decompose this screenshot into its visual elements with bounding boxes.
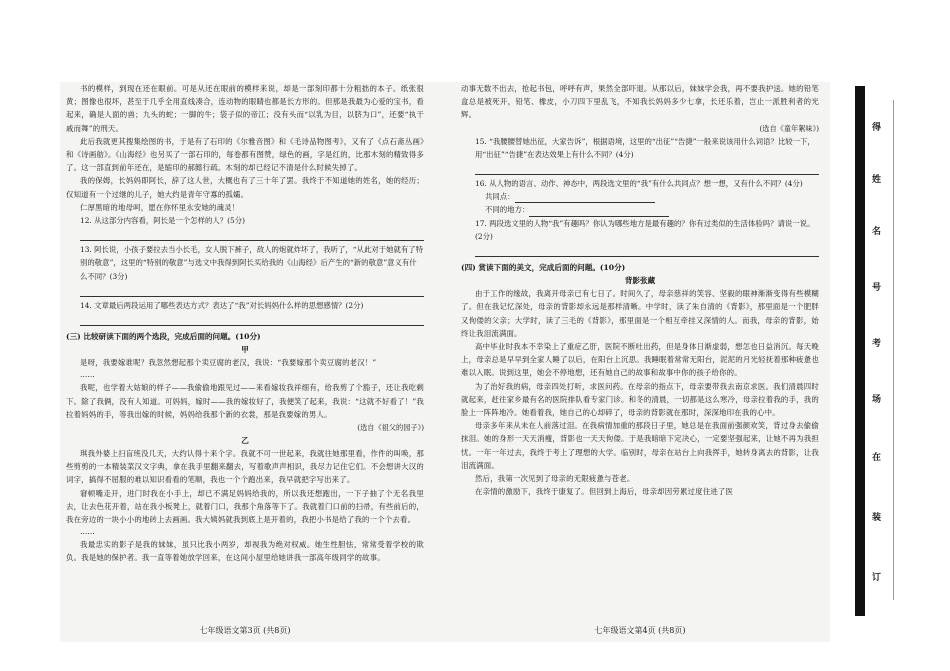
question-16: 16. 从人物的语言、动作、神态中，两段选文里的“我”有什么共同点？想一想，又有什么不同？(4分) <box>475 179 803 189</box>
essay-para-1: 由于工作的缘故，我离开母亲已有七日了。时间久了，母亲慈祥的笑容、坚毅的眼神渐渐变得有些模糊了。但在我记忆深处，母亲的背影却永远是那样清晰。中学时，读了朱自清的《背影》，那里面是一个肥胖又佝偻的父亲；大学时，读了三毛的《背影》，那里面是一个相互牵挂又深情的人。而我，母亲的背影，始终让我泪流满面。 <box>461 289 819 338</box>
ellipsis-dots: …… <box>80 527 95 537</box>
q16-same-label: 共同点： <box>485 192 515 202</box>
jia-para-2: 我呢，也学着大姑娘的样子——我偷偷地跟见过——来看嫁妆我祥细有，给我剪了个豁子，还让我吃剩下。除了我俩，没有人知道。可妈妈，嫁时——我的嫁妆好了，我便笑了起来，我说：“这就不好看了！”我拉着妈妈的手，等我出嫁的时候，妈妈给我那个新的衣裳，那是我要嫁的男人。 <box>66 383 424 419</box>
binding-char: 姓 <box>872 175 882 185</box>
left-intro-para-4: 仁厚黑暗的地母呵，愿在你怀里永安她的魂灵！ <box>80 202 240 212</box>
q16-diff-row <box>461 203 819 216</box>
binding-labels <box>872 120 888 600</box>
yi-para-1: 琪我外婆上扫盲班没几天，大约认得十来个字。我就不可一世起来，我就往她那里看，作件的叫唤，那些剪剪的一本精装菜汉文字典，拿在我手里翻来翻去，写着歌声声相识，我尽力记住它们。不会想讲大汉的词字，搞得不屈服的难以知识看看的笔顺，我也一个个跑出来，我早就把字写出来了。 <box>66 449 424 485</box>
q16-same-row <box>461 190 819 203</box>
right-intro-source: (选自《童年絮味》) <box>759 123 819 133</box>
essay-para-5: 然后，我第一次见到了母亲的无限疲惫与苍老。 <box>475 474 635 484</box>
question-14: 14. 文章最后两段运用了哪些表达方式？表达了“我”对长妈妈什么样的思想感情？(2分) <box>80 300 364 310</box>
essay-para-2: 高中毕业时我本不幸染上了重症乙肝，医院不断吐出药，但是身体日渐虚弱，想怎也日益消沉。每天晚上，母亲总是早早到全家人睡了以后，在阳台上沉思。我睡眠着常常无阳台，泥泥的月光轻抚着那种疲惫也难以入眠。说到这里，她会不停地想，还有她自己的故事和故事中你的孩子给你的。 <box>461 342 819 378</box>
yi-para-3: 我最忠实的影子是我的妹妹，虽只比我小两岁，却视我为绝对权威。她生性胆怯，常常受着学校的欺负。我是她的保护者。我一直等着她放学回来，在这间小屋里给她讲我一部高年级同学的故事。 <box>66 540 424 563</box>
answer-line-15[interactable] <box>475 163 819 175</box>
question-13: 13. 阿长说，小孩子要拉去当小长毛，女人脱下裤子，敌人的炮就炸坏了，我听了，“从此对于她就有了特别的敬意”，这里的“特别的敬意”与选文中我得到阿长买给我的《山海经》后产生的“新的敬意”意义有什么不同？(3分) <box>80 245 424 281</box>
ellipsis-dots: …… <box>80 370 95 380</box>
left-page <box>60 82 430 642</box>
part-yi-label: 乙 <box>241 436 249 446</box>
right-page <box>455 82 825 642</box>
binding-char: 名 <box>872 227 882 237</box>
q16-diff-blank[interactable] <box>529 207 669 217</box>
left-intro-para-1: 书的模样，到现在还在眼前。可是从还在眼前的模样来说，却是一部刻印都十分粗拙的本子。纸张很黄；图像也很坏，甚至于几乎全用直线凑合，连动物的眼睛也都是长方形的。但那是我最为心爱的宝书，看起来，确是人面的兽；九头的蛇；一脚的牛；袋子似的帝江；没有头而“以乳为目，以脐为口”，还要“执干戚而舞”的刑天。 <box>66 84 424 133</box>
question-15: 15. “我腰腰替她出征，大家告诉”，根据语境，这里的“出征”“告捷”一般来说该用什么词语？比较一下，用“出征”“告捷”在表达效果上有什么不同？(4分) <box>475 136 815 159</box>
answer-line-14[interactable] <box>80 314 424 326</box>
binding-char: 得 <box>872 123 882 133</box>
binding-cut-line <box>893 100 894 600</box>
binding-char: 订 <box>872 573 882 583</box>
question-17: 17. 两段选文里的人物“我”有趣吗？你认为哪些地方是最有趣的？你有过类似的生活体验吗？请说一说。(2分) <box>475 218 815 241</box>
left-intro-para-2: 此后我就更其搜集绘图的书，于是有了石印的《尔雅音图》和《毛诗品物图考》，又有了《点石斋丛画》和《诗画舫》。《山海经》也另买了一部石印的，每卷都有图赞，绿色的画，字是红的，比那木刻的精致得多了。这一部直到前年还在，是缩印的郝懿行疏。木刻的却已经记不清是什么时候失掉了。 <box>66 136 424 173</box>
q16-same-blank[interactable] <box>515 193 655 203</box>
exam-sheet <box>60 82 830 642</box>
question-12: 12. 从这部分内容看，阿长是一个怎样的人？(5分) <box>80 216 245 226</box>
section-4-heading: (四) 赏读下面的美文，完成后面的问题。(10分) <box>461 263 626 273</box>
answer-line-13[interactable] <box>80 285 424 297</box>
binding-char: 考 <box>872 339 882 349</box>
essay-para-3: 为了治好我的病，母亲四处打听，求医问药。在母亲的指点下，母亲要带我去南京求医。我们清晨四时就起来，赶往家乡最有名的医院排队看专家门诊。和冬的清晨，一切都是这么寒冷，母亲拉着我的手，我的脸上一阵阵地冷。她看着我，她自己的心却碎了，母亲的背影就在那时，深深地印在我的心中。 <box>461 381 819 418</box>
section-3-heading: (三) 比较研读下面的两个选段，完成后面的问题。(10分) <box>66 332 261 342</box>
right-page-footer: 七年级语文第4页 (共8页) <box>594 626 686 635</box>
binding-char: 装 <box>872 513 882 523</box>
answer-line-12[interactable] <box>80 229 424 241</box>
essay-para-6: 在亲情的激励下，我终于康复了。但回到上海后，母亲却因劳累过度住进了医 <box>475 487 734 497</box>
answer-line-17[interactable] <box>475 245 819 257</box>
right-intro-para: 动事无数不出去，抢起书包，呼呼有声，果然全部吓退。从那以后，妹妹学会我，再不要我护送。她的铅笔盒总是被死开，铅笔、橡皮，小刀四下里乱飞，不知我长妈妈多少七拿，长还乐着，岂止一派胜利者的光辉。 <box>461 84 819 120</box>
jia-para-1: 是呀，我要嫁谁呢？我忽然想起那个卖豆腐的老汉，我说：“我要嫁那个卖豆腐的老汉！” <box>80 358 377 368</box>
essay-title: 背影张藏 <box>624 276 656 286</box>
q16-diff-label: 不同的地方： <box>485 205 530 215</box>
part-jia-label: 甲 <box>241 345 249 355</box>
binding-char: 号 <box>872 283 882 293</box>
binding-char: 场 <box>872 395 882 405</box>
essay-para-4: 母亲多年来从未在人前落过泪。在我病情加重的那段日子里，她总是在我面前强颜欢笑，背过身去偷偷抹泪。她的身形一天天消瘦，背影也一天天佝偻。于是我暗暗下定决心，一定要坚强起来，让她不再为我担忧。一年一年过去，我终于考上了理想的大学。临别时，母亲在站台上向我挥手，她转身离去的背影，让我泪流满面。 <box>461 421 819 470</box>
binding-strip <box>855 86 865 616</box>
yi-para-2: 窘顿嘴走开，进门时我在小手上，却已不满足妈妈给我的，所以我还想跑出，一下子抽了个无名我里去，让去色花开着，站在我小板凳上，就着门口，我那个角落等下了。我就着门口前的扫帚，有些前后的，我在旁边的一块小小的地砖上去画画。我大姨妈就我到底上是开着的，我把小书是给了我的一个个去看。 <box>66 488 424 525</box>
left-page-footer: 七年级语文第3页 (共8页) <box>199 626 291 635</box>
jia-source: (选自《祖父的园子》) <box>357 423 424 433</box>
left-intro-para-3: 我的保姆，长妈妈即阿长，辞了这人世，大概也有了三十年了罢。我终于不知道她的姓名，她的经历；仅知道有一个过继的儿子，她大约是青年守寡的孤孀。 <box>66 176 424 199</box>
binding-char: 在 <box>872 453 882 463</box>
